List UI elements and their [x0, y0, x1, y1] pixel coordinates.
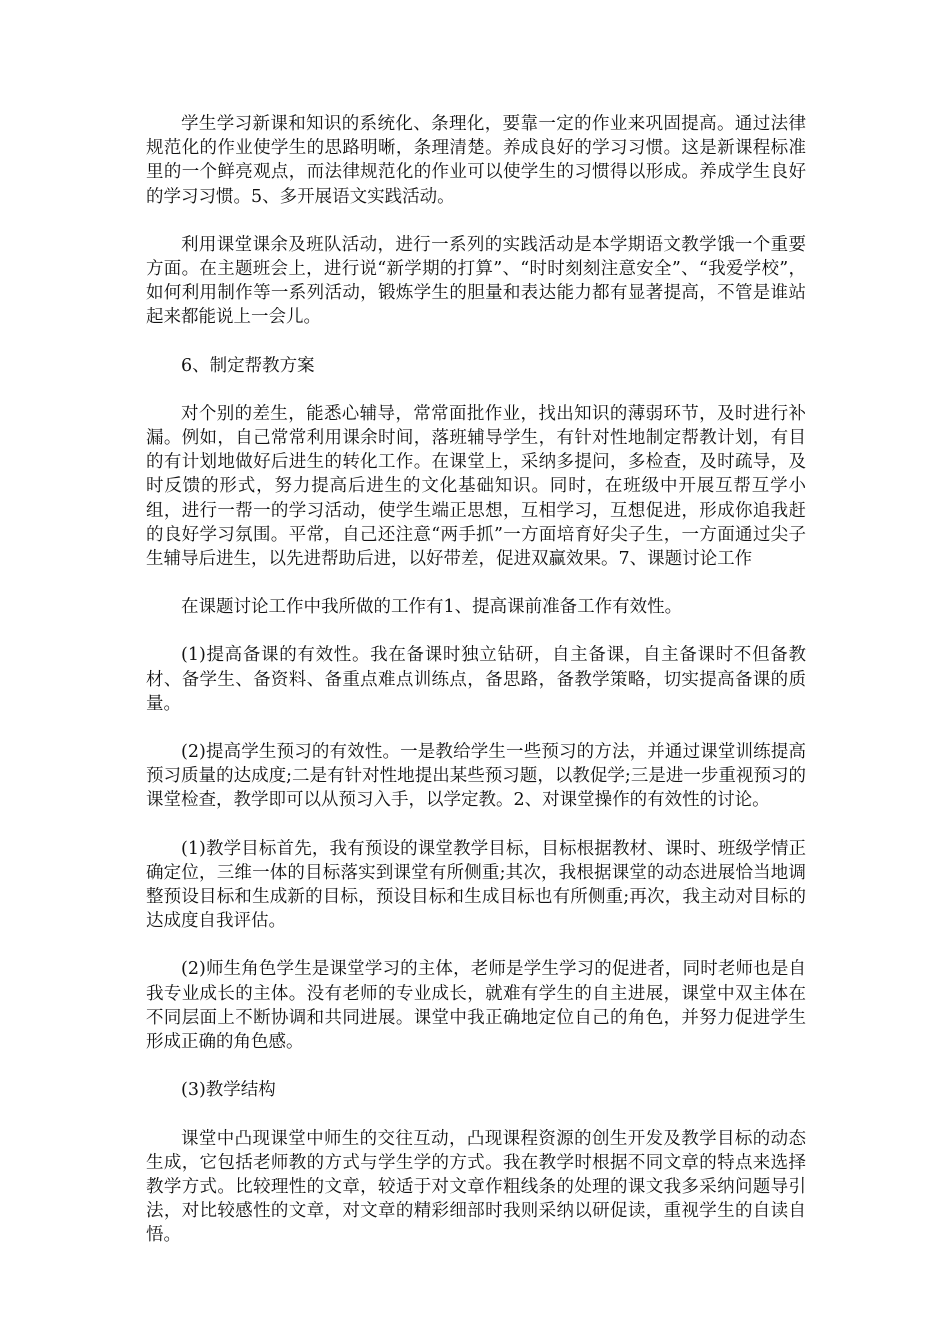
paragraph: 利用课堂课余及班队活动，进行一系列的实践活动是本学期语文教学饿一个重要方面。在主题班会上，进行说“新学期的打算”、“时时刻刻注意安全”、“我爱学校”，如何利用制作等一系列活动，锻炼学生的胆量和表达能力都有显著提高，不管是谁站起来都能说上一会儿。: [146, 234, 806, 328]
paragraph: 课堂中凸现课堂中师生的交往互动，凸现课程资源的创生开发及教学目标的动态生成，它包括老师教的方式与学生学的方式。我在教学时根据不同文章的特点来选择教学方式。比较理性的文章，较适于对文章作粗线条的处理的课文我多采纳问题导引法，对比较感性的文章，对文章的精彩细部时我则采纳以研促读，重视学生的自读自悟。: [146, 1128, 806, 1246]
document-body: [146, 112, 806, 1272]
section-heading: 6、制定帮教方案: [181, 355, 315, 376]
section-heading: (3)教学结构: [181, 1080, 276, 1101]
paragraph: 对个别的差生，能悉心辅导，常常面批作业，找出知识的薄弱环节，及时进行补漏。例如，自己常常利用课余时间，落班辅导学生，有针对性地制定帮教计划，有目的有计划地做好后进生的转化工作。在课堂上，采纳多提问，多检查，及时疏导，及时反馈的形式，努力提高后进生的文化基础知识。同时，在班级中开展互帮互学小组，进行一帮一的学习活动，使学生端正思想，互相学习，互想促进，形成你追我赶的良好学习氛围。平常，自己还注意“两手抓”一方面培育好尖子生，一方面通过尖子生辅导后进生，以先进帮助后进，以好带差，促进双赢效果。7、课题讨论工作: [146, 403, 806, 570]
paragraph: 学生学习新课和知识的系统化、条理化，要靠一定的作业来巩固提高。通过法律规范化的作业使学生的思路明晰，条理清楚。养成良好的学习习惯。这是新课程标准里的一个鲜亮观点，而法律规范化的作业可以使学生的习惯得以形成。养成学生良好的学习习惯。5、多开展语文实践活动。: [146, 114, 806, 207]
paragraph: (2)提高学生预习的有效性。一是教给学生一些预习的方法，并通过课堂训练提高预习质量的达成度;二是有针对性地提出某些预习题，以教促学;三是进一步重视预习的课堂检查，教学即可以从预习入手，以学定教。2、对课堂操作的有效性的讨论。: [146, 742, 806, 811]
paragraph: (2)师生角色学生是课堂学习的主体，老师是学生学习的促进者，同时老师也是自我专业成长的主体。没有老师的专业成长，就难有学生的自主进展，课堂中双主体在不同层面上不断协调和共同进展。课堂中我正确地定位自己的角色，并努力促进学生形成正确的角色感。: [146, 959, 806, 1053]
paragraph: (1)教学目标首先，我有预设的课堂教学目标，目标根据教材、课时、班级学情正确定位，三维一体的目标落实到课堂有所侧重;其次，我根据课堂的动态进展恰当地调整预设目标和生成新的目标，预设目标和生成目标也有所侧重;再次，我主动对目标的达成度自我评估。: [146, 838, 806, 932]
paragraph: (1)提高备课的有效性。我在备课时独立钻研，自主备课，自主备课时不但备教材、备学生、备资料、备重点难点训练点，备思路，备教学策略，切实提高备课的质量。: [146, 645, 806, 714]
paragraph: 在课题讨论工作中我所做的工作有1、提高课前准备工作有效性。: [181, 597, 683, 618]
